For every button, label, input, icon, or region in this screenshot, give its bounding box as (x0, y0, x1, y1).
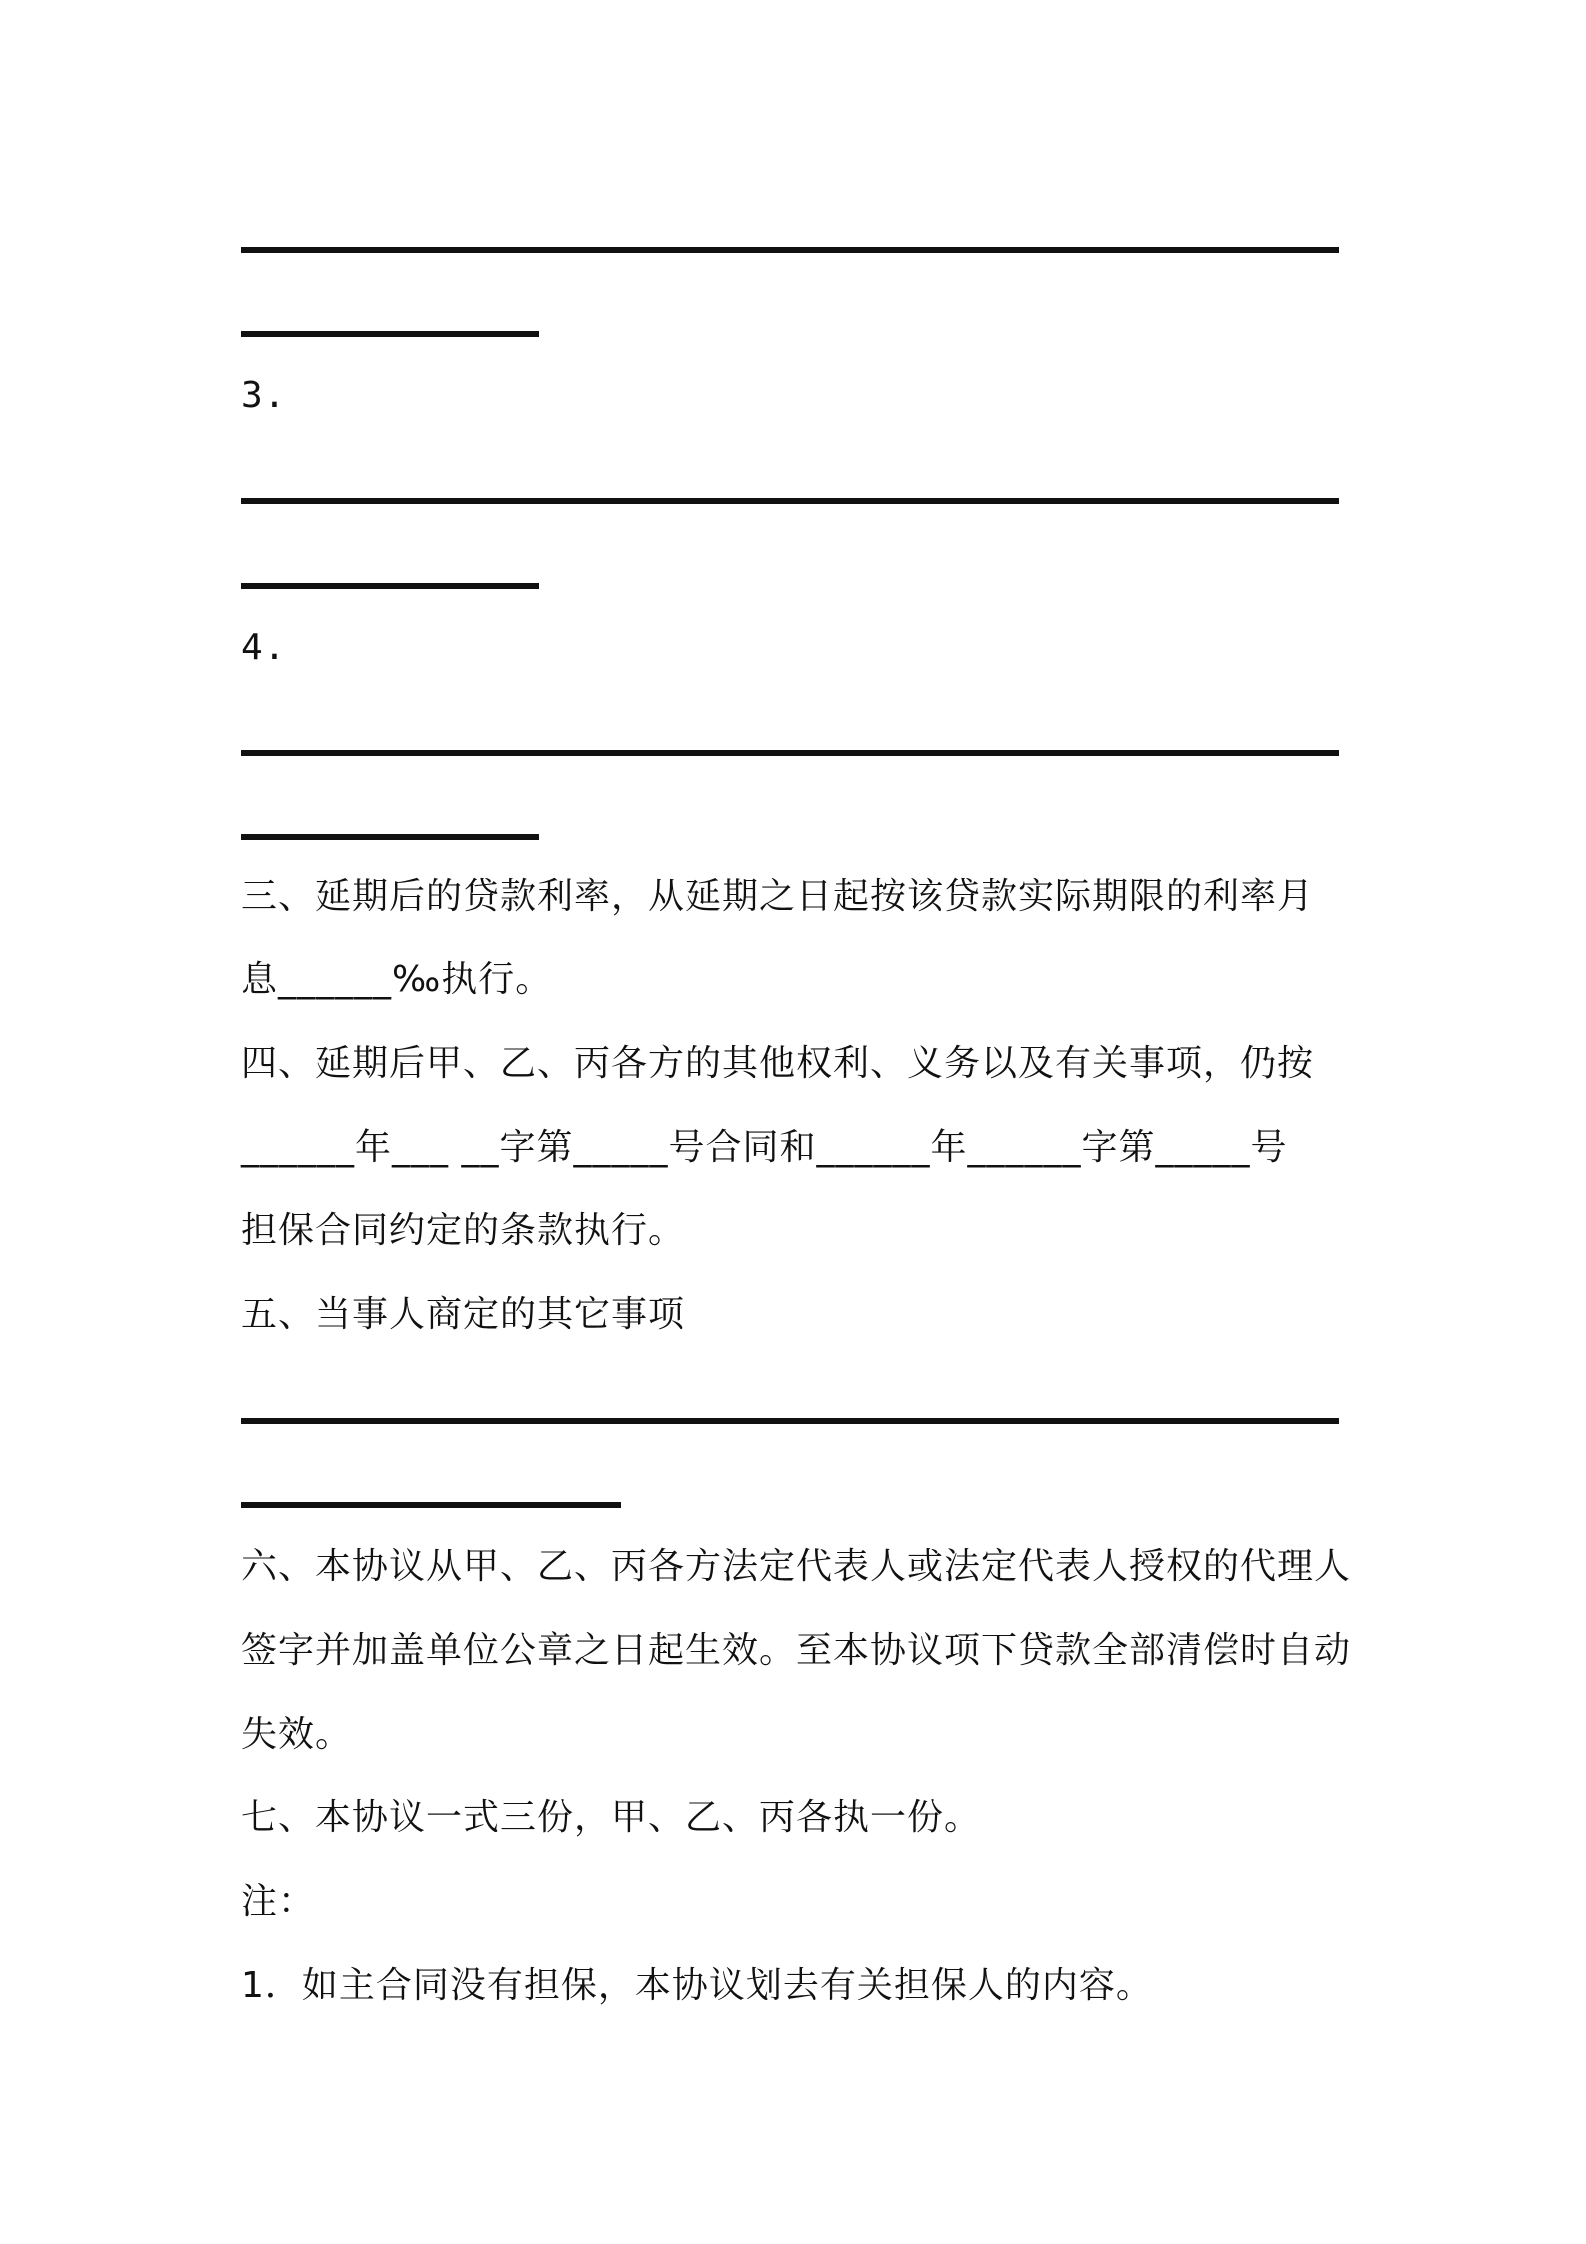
note-item-1: 1．如主合同没有担保，本协议划去有关担保人的内容。 (241, 1965, 1153, 2006)
blank-line (241, 1502, 621, 1508)
blank-line (241, 834, 539, 840)
item-4-label: 4. (241, 627, 287, 668)
blank-line (241, 750, 1339, 756)
blank-line (241, 583, 539, 589)
blank-line (241, 1418, 1339, 1424)
note-title: 注： (241, 1881, 316, 1922)
clause-4-line-3: 担保合同约定的条款执行。 (241, 1210, 686, 1251)
blank-line (241, 247, 1339, 253)
clause-6-line-2: 签字并加盖单位公章之日起生效。至本协议项下贷款全部清偿时自动 (241, 1630, 1352, 1671)
blank-line (241, 498, 1339, 504)
blank-line (241, 331, 539, 337)
clause-4-line-1: 四、延期后甲、乙、丙各方的其他权利、义务以及有关事项，仍按 (241, 1043, 1315, 1084)
clause-3-line-2: 息______‰执行。 (241, 959, 553, 1000)
clause-7-line-1: 七、本协议一式三份，甲、乙、丙各执一份。 (241, 1797, 982, 1838)
clause-3-line-1: 三、延期后的贷款利率，从延期之日起按该贷款实际期限的利率月 (241, 876, 1315, 917)
clause-6-line-1: 六、本协议从甲、乙、丙各方法定代表人或法定代表人授权的代理人 (241, 1546, 1352, 1587)
clause-5-line-1: 五、当事人商定的其它事项 (241, 1294, 686, 1335)
item-3-label: 3. (241, 375, 287, 416)
clause-6-line-3: 失效。 (241, 1714, 353, 1755)
clause-4-line-2: ______年___ __字第_____号合同和______年______字第_____号 (241, 1127, 1288, 1168)
